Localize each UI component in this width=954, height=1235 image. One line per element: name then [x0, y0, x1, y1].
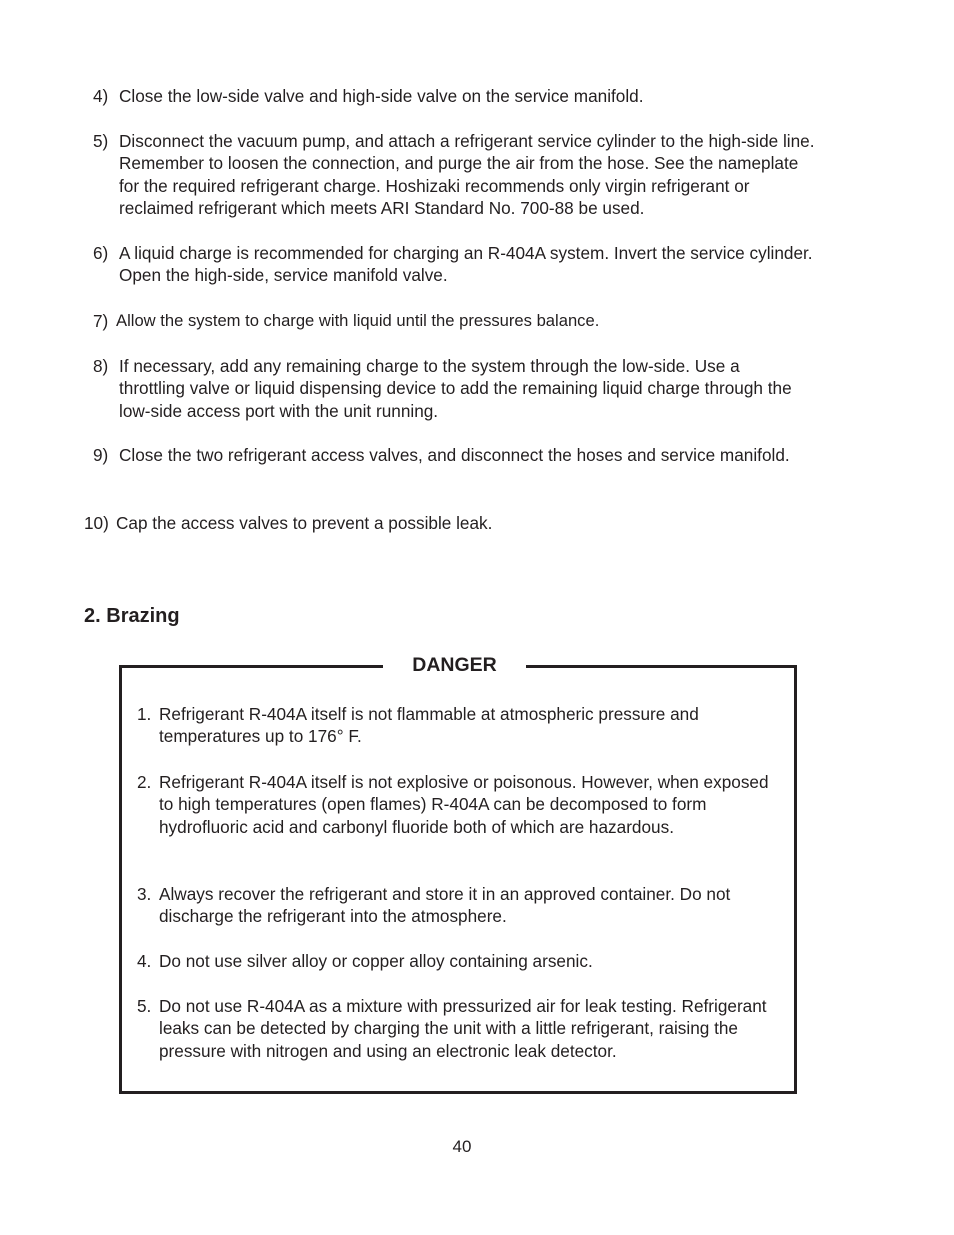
step-number: 9): [93, 445, 109, 465]
danger-item-text: Refrigerant R-404A itself is not explosive or poisonous. However, when exposed to high temperatures (open flames) R-404A can be decomposed to form hydrofluoric acid and carbonyl fluoride both of which are hazardous.: [159, 772, 769, 837]
section-number: 2.: [84, 605, 101, 627]
step-number: 10): [84, 513, 109, 533]
danger-item-number: 4.: [137, 951, 152, 971]
danger-item-number: 5.: [137, 996, 152, 1016]
danger-item-number: 1.: [137, 704, 152, 724]
step-number: 8): [93, 356, 109, 376]
step-number: 7): [93, 311, 109, 331]
section-heading: [84, 605, 180, 628]
danger-item-text: Do not use silver alloy or copper alloy containing arsenic.: [159, 951, 593, 971]
step-text: A liquid charge is recommended for charging an R-404A system. Invert the service cylinder. Open the high-side, service manifold valve.: [119, 243, 813, 286]
danger-box-top-rule-right: [526, 665, 795, 668]
step-text: Cap the access valves to prevent a possible leak.: [116, 513, 493, 533]
step-text: If necessary, add any remaining charge to the system through the low-side. Use a throttling valve or liquid dispensing device to add the remaining liquid charge through the low-side access port with the unit running.: [119, 356, 792, 421]
step-number: 6): [93, 243, 109, 263]
danger-item-text: Refrigerant R-404A itself is not flammable at atmospheric pressure and temperatures up to 176° F.: [159, 704, 699, 747]
step-number: 4): [93, 86, 109, 106]
danger-box-top-rule-left: [119, 665, 383, 668]
danger-item-text: Do not use R-404A as a mixture with pressurized air for leak testing. Refrigerant leaks can be detected by charging the unit with a little refrigerant, raising the pressure with nitrogen and using an electronic leak detector.: [159, 996, 767, 1061]
danger-item-number: 3.: [137, 884, 152, 904]
danger-title: DANGER: [412, 654, 497, 676]
step-text: Close the two refrigerant access valves, and disconnect the hoses and service manifold.: [119, 445, 790, 465]
page-number: 40: [452, 1137, 472, 1156]
step-text: Close the low-side valve and high-side valve on the service manifold.: [119, 86, 644, 106]
step-number: 5): [93, 131, 109, 151]
step-text: Disconnect the vacuum pump, and attach a refrigerant service cylinder to the high-side line. Remember to loosen the connection, and purge the air from the hose. See the nameplate for the required refrigerant charge. Hoshizaki recommends only virgin refrigerant or reclaimed refrigerant which meets ARI Standard No. 700-88 be used.: [119, 131, 815, 219]
section-title: Brazing: [106, 605, 180, 627]
danger-item-number: 2.: [137, 772, 152, 792]
danger-item-text: Always recover the refrigerant and store it in an approved container. Do not discharge the refrigerant into the atmosphere.: [159, 884, 731, 927]
step-text: Allow the system to charge with liquid until the pressures balance.: [116, 311, 600, 330]
